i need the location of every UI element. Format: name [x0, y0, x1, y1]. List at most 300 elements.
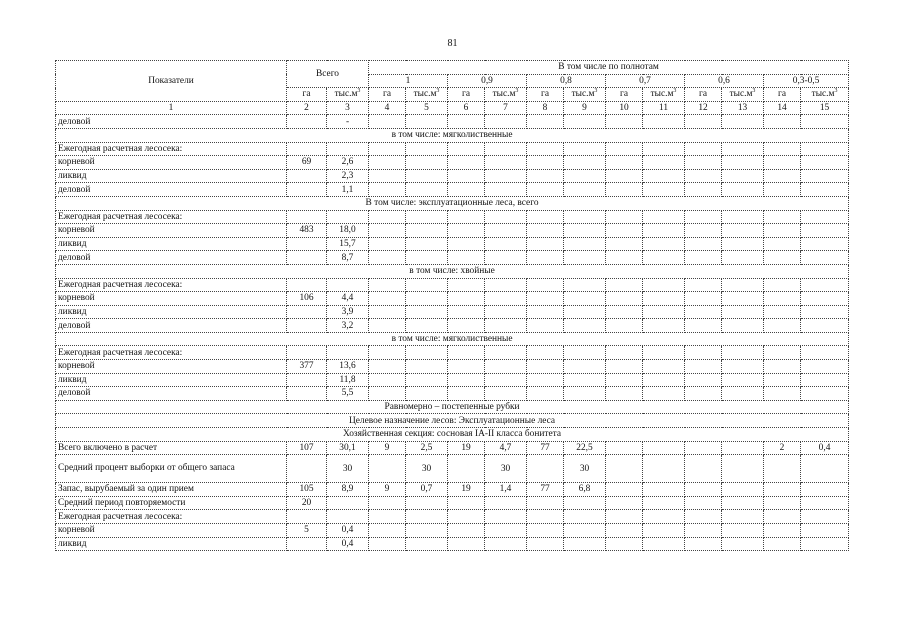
- value-cell: [643, 441, 685, 455]
- table-row: [56, 237, 849, 251]
- value-cell: [764, 278, 801, 292]
- value-cell: [606, 319, 643, 333]
- row-label: деловой: [56, 319, 287, 333]
- value-cell: [369, 373, 406, 387]
- value-cell: [527, 346, 564, 360]
- value-cell: [801, 237, 849, 251]
- value-cell: [685, 387, 722, 401]
- row-label: корневой: [56, 360, 287, 374]
- row-label: Ежегодная расчетная лесосека:: [56, 142, 287, 156]
- row-label: Запас, вырубаемый за один прием: [56, 483, 287, 497]
- value-cell: [764, 224, 801, 238]
- value-cell: [369, 169, 406, 183]
- value-cell: [801, 360, 849, 374]
- value-cell: [722, 169, 764, 183]
- value-cell: [643, 305, 685, 319]
- value-cell: [564, 305, 606, 319]
- value-cell: [685, 292, 722, 306]
- value-cell: [369, 237, 406, 251]
- value-cell: [448, 510, 485, 524]
- value-cell: [369, 496, 406, 510]
- value-cell: [764, 237, 801, 251]
- value-cell: [527, 156, 564, 170]
- value-cell: [722, 305, 764, 319]
- column-number: 1: [56, 101, 287, 115]
- value-cell: [564, 251, 606, 265]
- value-cell: [606, 387, 643, 401]
- value-cell: [406, 224, 448, 238]
- value-cell: [485, 510, 527, 524]
- value-cell: [369, 251, 406, 265]
- value-cell: [764, 251, 801, 265]
- value-cell: [287, 373, 327, 387]
- value-cell: [722, 224, 764, 238]
- density-header: 0,8: [527, 74, 606, 88]
- value-cell: [287, 115, 327, 129]
- value-cell: [606, 251, 643, 265]
- value-cell: [606, 510, 643, 524]
- value-cell: [369, 142, 406, 156]
- unit-ha-header: га: [527, 88, 564, 102]
- value-cell: [564, 524, 606, 538]
- row-label: корневой: [56, 156, 287, 170]
- value-cell: [606, 210, 643, 224]
- value-cell: [448, 169, 485, 183]
- value-cell: [564, 224, 606, 238]
- value-cell: [764, 183, 801, 197]
- value-cell: [287, 387, 327, 401]
- value-cell: [685, 210, 722, 224]
- value-cell: 3,9: [327, 305, 369, 319]
- density-header: 0,3-0,5: [764, 74, 849, 88]
- value-cell: [685, 305, 722, 319]
- value-cell: [485, 156, 527, 170]
- value-cell: [485, 319, 527, 333]
- value-cell: [485, 210, 527, 224]
- value-cell: [448, 496, 485, 510]
- value-cell: [406, 142, 448, 156]
- value-cell: 22,5: [564, 441, 606, 455]
- row-label: Ежегодная расчетная лесосека:: [56, 346, 287, 360]
- value-cell: [406, 278, 448, 292]
- value-cell: 9: [369, 441, 406, 455]
- row-label: Всего включено в расчет: [56, 441, 287, 455]
- value-cell: [485, 373, 527, 387]
- value-cell: [764, 524, 801, 538]
- value-cell: [764, 373, 801, 387]
- value-cell: [369, 183, 406, 197]
- value-cell: [327, 510, 369, 524]
- column-number: 7: [485, 101, 527, 115]
- value-cell: [564, 278, 606, 292]
- value-cell: [564, 387, 606, 401]
- value-cell: [327, 496, 369, 510]
- value-cell: [564, 319, 606, 333]
- value-cell: [406, 183, 448, 197]
- column-number: 3: [327, 101, 369, 115]
- value-cell: [448, 237, 485, 251]
- row-label: ликвид: [56, 169, 287, 183]
- total-header: Всего: [287, 61, 369, 88]
- value-cell: [369, 210, 406, 224]
- value-cell: [801, 156, 849, 170]
- value-cell: [643, 142, 685, 156]
- value-cell: 30: [327, 455, 369, 483]
- unit-ha-header: га: [369, 88, 406, 102]
- unit-volume-header: [406, 88, 448, 102]
- value-cell: [722, 142, 764, 156]
- value-cell: [606, 524, 643, 538]
- value-cell: [606, 237, 643, 251]
- value-cell: [801, 510, 849, 524]
- value-cell: [764, 169, 801, 183]
- value-cell: [448, 305, 485, 319]
- value-cell: [685, 251, 722, 265]
- value-cell: [643, 537, 685, 551]
- unit-volume-text: тыс.м: [492, 89, 516, 100]
- value-cell: [643, 387, 685, 401]
- value-cell: [643, 292, 685, 306]
- value-cell: [685, 510, 722, 524]
- value-cell: [327, 346, 369, 360]
- value-cell: [764, 537, 801, 551]
- value-cell: [801, 142, 849, 156]
- page-number: 81: [447, 38, 458, 49]
- column-number: 6: [448, 101, 485, 115]
- table-row: [56, 210, 849, 224]
- value-cell: [606, 537, 643, 551]
- value-cell: 30: [564, 455, 606, 483]
- row-label: деловой: [56, 251, 287, 265]
- value-cell: [485, 278, 527, 292]
- value-cell: [764, 346, 801, 360]
- value-cell: [448, 373, 485, 387]
- row-label: Ежегодная расчетная лесосека:: [56, 278, 287, 292]
- value-cell: [606, 183, 643, 197]
- value-cell: [369, 510, 406, 524]
- unit-ha-header: га: [606, 88, 643, 102]
- value-cell: 2: [764, 441, 801, 455]
- section-row: [56, 332, 849, 346]
- value-cell: [327, 142, 369, 156]
- section-row: [56, 428, 849, 442]
- value-cell: 19: [448, 441, 485, 455]
- value-cell: [448, 142, 485, 156]
- value-cell: 483: [287, 224, 327, 238]
- value-cell: [527, 292, 564, 306]
- value-cell: [722, 319, 764, 333]
- value-cell: [287, 537, 327, 551]
- value-cell: [722, 455, 764, 483]
- value-cell: [527, 251, 564, 265]
- forest-table: [55, 60, 849, 551]
- value-cell: [801, 319, 849, 333]
- value-cell: [643, 373, 685, 387]
- unit-volume-header: [722, 88, 764, 102]
- value-cell: [406, 360, 448, 374]
- unit-volume-text: тыс.м: [413, 89, 437, 100]
- value-cell: [448, 183, 485, 197]
- value-cell: [406, 510, 448, 524]
- column-number: 13: [722, 101, 764, 115]
- value-cell: [287, 346, 327, 360]
- value-cell: [406, 387, 448, 401]
- value-cell: [369, 360, 406, 374]
- value-cell: [287, 183, 327, 197]
- value-cell: 3,2: [327, 319, 369, 333]
- value-cell: [643, 224, 685, 238]
- value-cell: [527, 183, 564, 197]
- value-cell: [406, 373, 448, 387]
- table-row: [56, 292, 849, 306]
- value-cell: [764, 496, 801, 510]
- value-cell: 2,5: [406, 441, 448, 455]
- value-cell: [722, 115, 764, 129]
- section-heading: в том числе: мягколиственные: [56, 332, 849, 346]
- unit-volume-superscript: 3: [673, 88, 677, 95]
- value-cell: [369, 387, 406, 401]
- unit-volume-header: [564, 88, 606, 102]
- value-cell: [406, 346, 448, 360]
- unit-volume-superscript: 3: [357, 88, 361, 95]
- density-header: 1: [369, 74, 448, 88]
- value-cell: [564, 115, 606, 129]
- value-cell: [801, 251, 849, 265]
- value-cell: 77: [527, 441, 564, 455]
- section-heading: Целевое назначение лесов: Эксплуатационные леса: [56, 414, 849, 428]
- value-cell: [643, 156, 685, 170]
- value-cell: [801, 305, 849, 319]
- value-cell: [287, 278, 327, 292]
- table-row: [56, 373, 849, 387]
- row-label: Средний процент выборки от общего запаса: [56, 455, 287, 483]
- density-group-header: В том числе по полнотам: [369, 61, 849, 75]
- value-cell: [685, 319, 722, 333]
- unit-volume-header: [485, 88, 527, 102]
- value-cell: 18,0: [327, 224, 369, 238]
- value-cell: [643, 483, 685, 497]
- value-cell: [485, 183, 527, 197]
- value-cell: [801, 373, 849, 387]
- value-cell: [485, 237, 527, 251]
- value-cell: [722, 373, 764, 387]
- table-row: [56, 346, 849, 360]
- value-cell: [722, 510, 764, 524]
- value-cell: [369, 455, 406, 483]
- value-cell: [643, 496, 685, 510]
- value-cell: [527, 319, 564, 333]
- value-cell: [643, 455, 685, 483]
- value-cell: [527, 169, 564, 183]
- value-cell: [606, 278, 643, 292]
- table-row: [56, 319, 849, 333]
- value-cell: [643, 169, 685, 183]
- table-row: [56, 510, 849, 524]
- table-row: [56, 278, 849, 292]
- value-cell: [722, 346, 764, 360]
- value-cell: [485, 305, 527, 319]
- value-cell: [369, 346, 406, 360]
- value-cell: -: [327, 115, 369, 129]
- value-cell: [485, 169, 527, 183]
- value-cell: 77: [527, 483, 564, 497]
- unit-volume-header: [327, 88, 369, 102]
- value-cell: [369, 115, 406, 129]
- column-number: 15: [801, 101, 849, 115]
- value-cell: [327, 210, 369, 224]
- value-cell: 2,6: [327, 156, 369, 170]
- value-cell: [722, 292, 764, 306]
- column-number: 12: [685, 101, 722, 115]
- value-cell: [685, 524, 722, 538]
- section-row: [56, 128, 849, 142]
- value-cell: [564, 169, 606, 183]
- value-cell: [564, 360, 606, 374]
- section-row: [56, 400, 849, 414]
- value-cell: [287, 510, 327, 524]
- row-label: ликвид: [56, 373, 287, 387]
- value-cell: [406, 156, 448, 170]
- value-cell: 30: [485, 455, 527, 483]
- value-cell: [527, 360, 564, 374]
- value-cell: [722, 537, 764, 551]
- value-cell: [801, 537, 849, 551]
- value-cell: [606, 441, 643, 455]
- value-cell: [722, 360, 764, 374]
- value-cell: 1,1: [327, 183, 369, 197]
- density-header: 0,6: [685, 74, 764, 88]
- value-cell: [643, 524, 685, 538]
- value-cell: [685, 237, 722, 251]
- value-cell: [685, 455, 722, 483]
- value-cell: [685, 441, 722, 455]
- value-cell: [606, 360, 643, 374]
- value-cell: 13,6: [327, 360, 369, 374]
- table-row: [56, 496, 849, 510]
- column-number: 8: [527, 101, 564, 115]
- section-heading: Хозяйственная секция: сосновая IA-II класса бонитета: [56, 428, 849, 442]
- value-cell: [685, 346, 722, 360]
- value-cell: [527, 455, 564, 483]
- table-row: [56, 387, 849, 401]
- value-cell: [606, 373, 643, 387]
- value-cell: [564, 142, 606, 156]
- value-cell: [406, 537, 448, 551]
- value-cell: [606, 156, 643, 170]
- value-cell: [801, 387, 849, 401]
- row-label: деловой: [56, 115, 287, 129]
- unit-volume-header: [801, 88, 849, 102]
- value-cell: [287, 210, 327, 224]
- value-cell: [448, 319, 485, 333]
- value-cell: [564, 292, 606, 306]
- value-cell: [764, 455, 801, 483]
- table-row: [56, 183, 849, 197]
- value-cell: [801, 278, 849, 292]
- row-label: деловой: [56, 183, 287, 197]
- table-row: [56, 115, 849, 129]
- value-cell: [643, 346, 685, 360]
- unit-ha-header: га: [287, 88, 327, 102]
- value-cell: [685, 169, 722, 183]
- table-row: [56, 360, 849, 374]
- value-cell: [287, 142, 327, 156]
- value-cell: [406, 319, 448, 333]
- value-cell: 0,7: [406, 483, 448, 497]
- value-cell: [448, 278, 485, 292]
- value-cell: [485, 537, 527, 551]
- value-cell: [406, 115, 448, 129]
- section-heading: в том числе: хвойные: [56, 264, 849, 278]
- value-cell: [369, 319, 406, 333]
- value-cell: [606, 142, 643, 156]
- row-label: ликвид: [56, 537, 287, 551]
- value-cell: [369, 156, 406, 170]
- value-cell: [527, 115, 564, 129]
- unit-volume-text: тыс.м: [811, 89, 835, 100]
- value-cell: [643, 183, 685, 197]
- value-cell: [643, 510, 685, 524]
- section-row: [56, 196, 849, 210]
- value-cell: [685, 360, 722, 374]
- unit-volume-text: тыс.м: [571, 89, 595, 100]
- value-cell: [287, 251, 327, 265]
- unit-volume-superscript: 3: [752, 88, 756, 95]
- value-cell: 30,1: [327, 441, 369, 455]
- value-cell: [448, 210, 485, 224]
- value-cell: [527, 496, 564, 510]
- table-row: [56, 305, 849, 319]
- value-cell: 0,4: [801, 441, 849, 455]
- unit-volume-superscript: 3: [594, 88, 598, 95]
- value-cell: [448, 292, 485, 306]
- value-cell: [685, 483, 722, 497]
- value-cell: [564, 183, 606, 197]
- value-cell: [527, 278, 564, 292]
- value-cell: 377: [287, 360, 327, 374]
- section-row: [56, 264, 849, 278]
- value-cell: [485, 115, 527, 129]
- value-cell: [406, 305, 448, 319]
- value-cell: [685, 224, 722, 238]
- unit-volume-header: [643, 88, 685, 102]
- column-number: 2: [287, 101, 327, 115]
- value-cell: [801, 524, 849, 538]
- table-row: [56, 224, 849, 238]
- value-cell: [722, 237, 764, 251]
- value-cell: [327, 278, 369, 292]
- row-label: ликвид: [56, 305, 287, 319]
- value-cell: [485, 292, 527, 306]
- value-cell: 6,8: [564, 483, 606, 497]
- value-cell: [485, 346, 527, 360]
- unit-volume-text: тыс.м: [334, 89, 358, 100]
- value-cell: [722, 156, 764, 170]
- value-cell: 20: [287, 496, 327, 510]
- column-number: 5: [406, 101, 448, 115]
- row-label: корневой: [56, 524, 287, 538]
- value-cell: [722, 387, 764, 401]
- value-cell: [406, 210, 448, 224]
- value-cell: [527, 305, 564, 319]
- value-cell: [643, 251, 685, 265]
- value-cell: [448, 115, 485, 129]
- column-number: 4: [369, 101, 406, 115]
- value-cell: [448, 224, 485, 238]
- value-cell: [527, 237, 564, 251]
- value-cell: [287, 319, 327, 333]
- value-cell: [564, 346, 606, 360]
